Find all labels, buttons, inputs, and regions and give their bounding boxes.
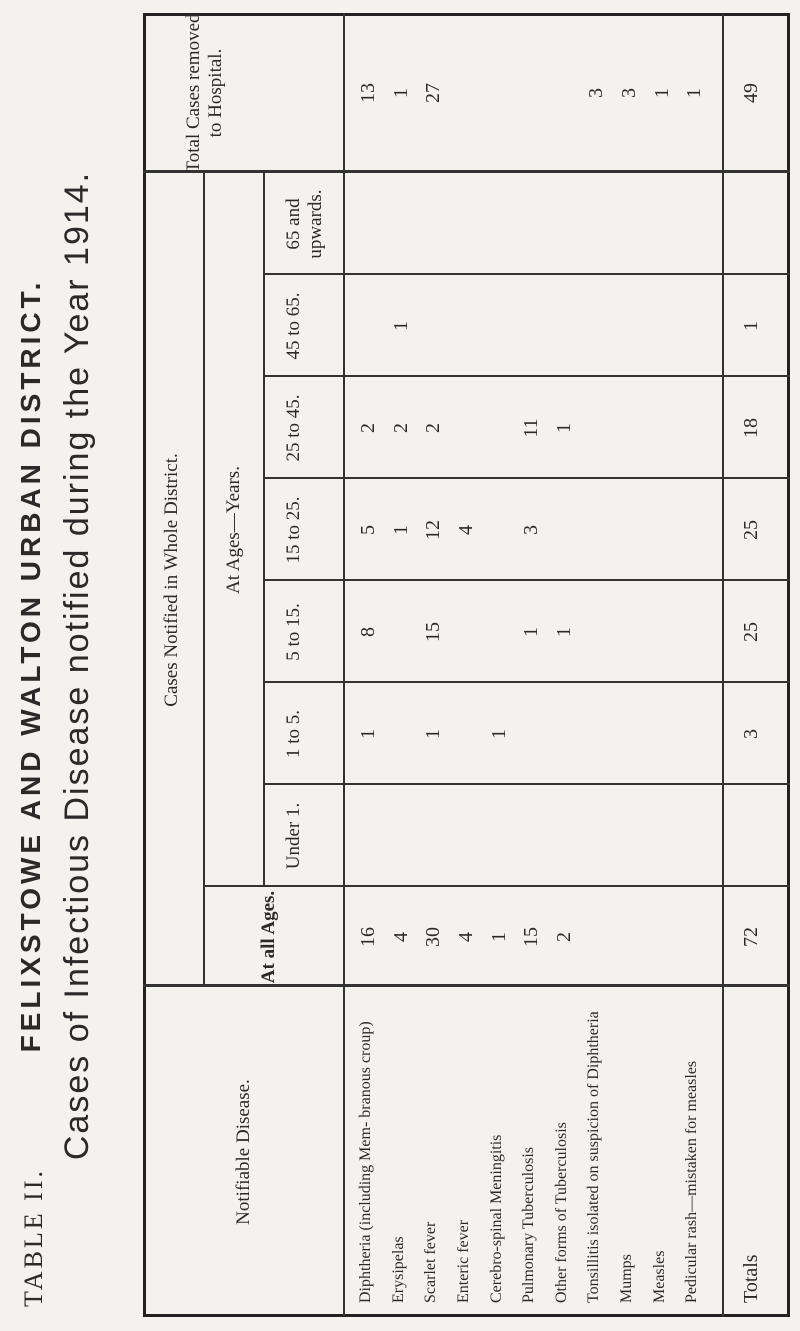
- header-cases-notified: Cases Notified in Whole District.: [161, 453, 182, 707]
- header-removed-to-hospital: Total Cases removed to Hospital.: [183, 13, 226, 173]
- removed-count: 3: [618, 88, 641, 98]
- total-all-ages: 72: [740, 927, 762, 947]
- header-divider: [203, 173, 205, 987]
- disease-name: Erysipelas: [389, 1236, 407, 1303]
- age-column-divider: [263, 783, 790, 785]
- age-count: 2: [422, 423, 445, 433]
- total-age-count: 25: [740, 520, 762, 540]
- all-ages-count: 1: [487, 932, 510, 942]
- totals-divider: [722, 13, 724, 1317]
- disease-name: Tonsillitis isolated on suspicion of Diphtheria: [585, 1011, 603, 1303]
- header-age-2: 5 to 15.: [283, 603, 304, 661]
- age-column-divider: [263, 273, 790, 275]
- disease-name: Pulmonary Tuberculosis: [520, 1146, 538, 1303]
- removed-count: 1: [650, 88, 673, 98]
- age-count: 1: [552, 423, 575, 433]
- all-ages-count: 30: [422, 927, 445, 947]
- removed-count: 27: [422, 83, 445, 103]
- age-count: 1: [487, 729, 510, 739]
- header-at-ages-years: At Ages—Years.: [223, 466, 244, 594]
- header-divider: [343, 13, 345, 1317]
- header-at-all-ages: At all Ages.: [258, 890, 279, 984]
- removed-count: 1: [389, 88, 412, 98]
- age-count: 1: [389, 525, 412, 535]
- header-age-5: 45 to 65.: [283, 292, 304, 360]
- header-age-4: 25 to 45.: [283, 394, 304, 462]
- disease-name: Diphtheria (including Mem- branous croup): [357, 1021, 374, 1303]
- rotated-page: TABLE II. FELIXSTOWE AND WALTON URBAN DISTRICT. Cases of Infectious Disease notified during the Year 1914. Notifiable Disease. At all Ages. Cases Notified in Whole District. At Ages—Years. Under 1. 1 to 5. 5 to 15. 15 to 25. 25 to 45. 45 to 65. 65 and upwards. Total Cases removed to Hospital. Diphtheria (including Mem- branous croup) 16 1 8 5 2 13 Erysipelas 4 1 2 1 1 Scarlet fever 30 1 15 12 2 27 Enteric fever 4 4 Cerebro-spinal Meningitis 1 1 Pulmonary Tuberculosis 15 1 3 11 Other forms of Tuberculosis 2 1 1 Tonsillitis isolated on suspicion of Diphtheria 3 Mumps 3 Measles 1 Pedicular rash—mistaken for measles 1 Totals 72 3 25 25 18 1 49: [0, 0, 800, 1331]
- disease-name: Enteric fever: [454, 1219, 472, 1303]
- header-notifiable-disease: Notifiable Disease.: [233, 1079, 254, 1225]
- total-age-count: 18: [740, 418, 762, 438]
- total-age-count: 3: [740, 729, 762, 739]
- age-count: 15: [422, 622, 445, 642]
- age-count: 2: [389, 423, 412, 433]
- age-count: 5: [357, 525, 379, 535]
- header-age-6: 65 and upwards.: [283, 189, 326, 259]
- age-count: 12: [422, 520, 445, 540]
- age-column-divider: [263, 477, 790, 479]
- total-age-count: 25: [740, 622, 762, 642]
- age-column-divider: [263, 579, 790, 581]
- totals-label: Totals: [740, 1254, 762, 1303]
- age-column-divider: [263, 375, 790, 377]
- age-count: 2: [357, 423, 379, 433]
- header-divider: [263, 173, 265, 887]
- age-count: 8: [357, 627, 379, 637]
- header-age-3: 15 to 25.: [283, 496, 304, 564]
- age-column-divider: [263, 681, 790, 683]
- total-removed: 49: [740, 83, 762, 103]
- age-count: 1: [552, 627, 575, 637]
- page-subtitle: Cases of Infectious Disease notified during the Year 1914.: [58, 170, 96, 1161]
- total-age-count: 1: [740, 321, 762, 331]
- disease-name: Measles: [650, 1250, 668, 1303]
- page-title: FELIXSTOWE AND WALTON URBAN DISTRICT.: [15, 278, 46, 1053]
- disease-name: Cerebro-spinal Meningitis: [487, 1134, 505, 1303]
- age-count: 3: [520, 525, 543, 535]
- age-count: 4: [454, 525, 477, 535]
- disease-name: Scarlet fever: [422, 1221, 440, 1303]
- all-ages-count: 16: [357, 927, 379, 947]
- disease-name: Mumps: [618, 1254, 636, 1303]
- removed-count: 1: [683, 88, 706, 98]
- all-ages-count: 4: [454, 932, 477, 942]
- age-count: 11: [520, 418, 543, 438]
- removed-count: 3: [585, 88, 608, 98]
- header-age-0: Under 1.: [283, 802, 304, 870]
- age-count: 1: [357, 729, 379, 739]
- disease-name: Pedicular rash—mistaken for measles: [683, 1060, 701, 1303]
- header-age-1: 1 to 5.: [283, 709, 304, 759]
- age-count: 1: [389, 321, 412, 331]
- age-count: 1: [422, 729, 445, 739]
- all-ages-count: 4: [389, 932, 412, 942]
- removed-count: 13: [357, 83, 379, 103]
- all-ages-count: 2: [552, 932, 575, 942]
- disease-name: Other forms of Tuberculosis: [552, 1122, 570, 1303]
- age-count: 1: [520, 627, 543, 637]
- all-ages-count: 15: [520, 927, 543, 947]
